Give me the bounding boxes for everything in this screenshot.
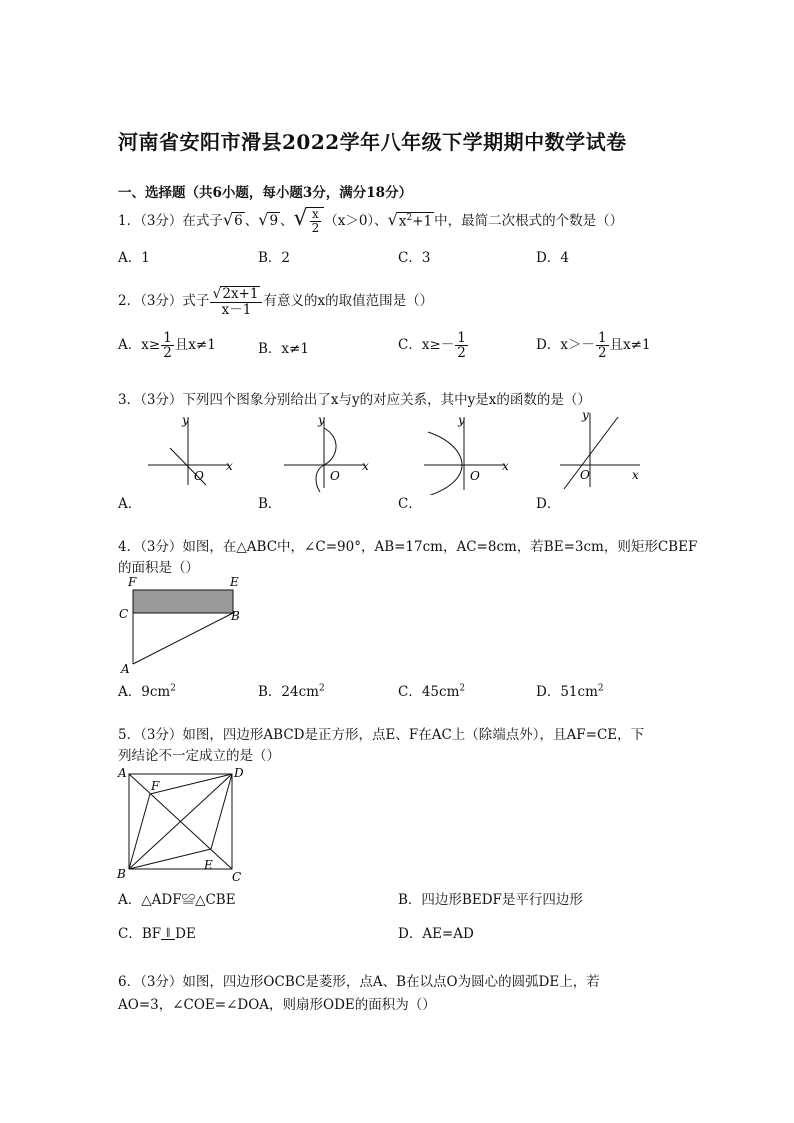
graph-c-origin: O [470,469,480,483]
q2-c-frac [455,331,468,360]
q2-a-den: 2 [163,345,172,362]
q5-option-b[interactable]: B．四边形BEDF是平行四边形 [398,892,583,908]
q2-a-pre: A．x≥ [118,337,161,354]
question-1 [118,206,623,235]
q1-frac-den: 2 [311,221,320,235]
q3-option-a[interactable]: A． [118,496,142,512]
q4-a-text: A．9cm [118,684,171,700]
q1-r4-tail: +1 [412,213,433,229]
parallel-equal-symbol [161,929,175,940]
q4-c-text: C．45cm [398,684,460,700]
q3-option-b[interactable]: B． [258,496,282,512]
question-5-line-2: 列结论不一定成立的是（） [118,748,280,764]
section-heading: 一、选择题（共6小题，每小题3分，满分18分） [118,185,413,201]
q4-b-sup: 2 [318,683,325,694]
graph-b-y-label: y [318,413,325,427]
label-f: F [151,779,160,793]
question-3: 3．（3分）下列四个图象分别给出了x与y的对应关系，其中y是x的函数的是（） [118,392,591,408]
page-title: 河南省安阳市滑县2022学年八年级下学期期中数学试卷 [118,130,627,154]
q2-a-num: 1 [163,330,172,346]
rectangle-cbef [133,590,233,613]
q1-option-b[interactable]: B．2 [258,250,291,266]
q4-a-sup: 2 [170,683,176,694]
label-e: E [230,575,239,589]
graph-c [416,410,516,495]
q4-option-c[interactable] [398,680,465,700]
q1-fraction [310,208,322,234]
q2-a-frac [161,331,174,360]
q2-d-frac [596,331,609,360]
question-4-line-2: 的面积是（） [118,560,199,576]
equal-bar [161,939,175,940]
radical-sign: √ [222,210,234,229]
graph-d-y-label: y [582,408,589,422]
q1-radicand-1: 6 [234,213,243,229]
q2-option-b[interactable]: B．x≠1 [258,341,309,357]
q1-radicand-2: 9 [269,213,279,229]
graph-a-y-label: y [182,413,189,427]
graph-d [552,405,652,495]
q1-option-d[interactable]: D．4 [536,250,569,266]
q1-option-a[interactable]: A．1 [118,250,150,266]
segment-bf [129,794,150,869]
q4-option-a[interactable] [118,680,176,700]
q2-fraction [210,286,262,317]
graph-c-y-label: y [458,413,465,427]
label-c: C [232,870,242,884]
q5-option-c[interactable] [118,922,196,942]
q4-c-sup: 2 [459,683,466,694]
segment-de [211,774,232,849]
q3-option-d[interactable]: D． [536,496,561,512]
q2-frac-num [210,286,262,303]
question-4-line-1: 4．（3分）如图，在△ABC中，∠C=90°，AB=17cm，AC=8cm，若BE=3cm，则矩形CBEF [118,539,698,555]
radical-sign: √ [258,210,269,229]
radical-sign: √ [293,206,308,231]
question-6-line-2: AO=3，∠COE=∠DOA，则扇形ODE的面积为（） [118,997,436,1013]
q2-frac-den: x－1 [221,301,252,318]
q4-figure [112,572,252,676]
q5-option-d[interactable]: D．AE=AD [398,926,474,942]
q1-sep-2: 、 [280,213,294,229]
question-2 [118,286,433,317]
question-5-line-1: 5．（3分）如图，四边形ABCD是正方形，点E、F在AC上（除端点外），且AF=CE，下 [118,727,645,743]
q2-d-pre: D．x＞－ [536,337,595,354]
q2-d-den: 2 [597,345,607,362]
label-e: E [204,858,213,872]
label-b: B [117,867,126,881]
q5-figure [112,763,252,887]
label-b: B [231,609,240,623]
q2-c-den: 2 [457,345,466,362]
q5-c-pre: C．BF [118,926,162,942]
q2-radicand: 2x+1 [222,286,259,302]
q2-d-post: 且x≠1 [609,337,651,354]
q2-option-c[interactable] [398,331,469,360]
q1-frac-num: x [310,208,322,222]
q2-prefix: 2．（3分）式子 [118,292,210,309]
q1-option-c[interactable]: C．3 [398,250,431,266]
radical-sign: √ [212,286,222,302]
graph-c-x-label: x [502,459,509,473]
segment-eb [129,849,211,869]
q1-sep-1: 、 [244,213,259,229]
q1-radicand-4 [397,212,434,230]
q5-c-post: DE [175,926,196,942]
segment-ab [133,613,233,664]
q3-option-c[interactable]: C． [398,496,422,512]
question-6-line-1: 6．（3分）如图，四边形OCBC是菱形，点A、B在以点O为圆心的圆弧DE上，若 [118,974,600,990]
q1-condition: （x＞0）、 [324,213,388,229]
q4-b-text: B．24cm [258,684,319,700]
graph-a-x-label: x [226,459,233,473]
label-f: F [128,575,137,589]
q1-prefix: 1．（3分）在式子 [118,213,223,229]
q2-a-post: 且x≠1 [174,337,216,354]
q4-d-text: D．51cm [536,684,598,700]
q2-option-d[interactable] [536,331,651,360]
q2-option-a[interactable] [118,331,216,360]
q4-d-sup: 2 [597,683,604,694]
q5-option-a[interactable]: A．△ADF≌△CBE [118,892,236,908]
q2-d-num: 1 [597,330,607,346]
label-d: D [234,766,244,780]
q4-option-b[interactable] [258,680,325,700]
q1-r4-base: x [398,213,407,229]
q1-r4-sup: 2 [406,212,413,223]
graph-a-origin: O [194,469,204,483]
parallel-glyph: ∥ [165,928,171,939]
graph-d-origin: O [580,468,590,482]
q2-c-pre: C．x≥－ [398,337,455,354]
graph-d-x-label: x [632,468,639,482]
q2-suffix: 有意义的x的取值范围是（） [263,292,434,309]
segment-fd [150,774,232,794]
radical-sign: √ [387,210,398,229]
graph-b-origin: O [330,469,340,483]
label-a: A [118,766,127,780]
graph-b-x-label: x [362,459,369,473]
q2-c-num: 1 [457,330,466,346]
label-a: A [121,662,130,676]
graph-b [276,410,376,495]
graph-a [140,410,240,490]
graph-d-line [564,417,618,489]
q1-suffix: 中，最简二次根式的个数是（） [434,213,624,229]
q1-radicand-3 [307,207,325,234]
q4-option-d[interactable] [536,680,604,700]
graph-c-curve [428,432,462,495]
label-c: C [119,607,129,621]
